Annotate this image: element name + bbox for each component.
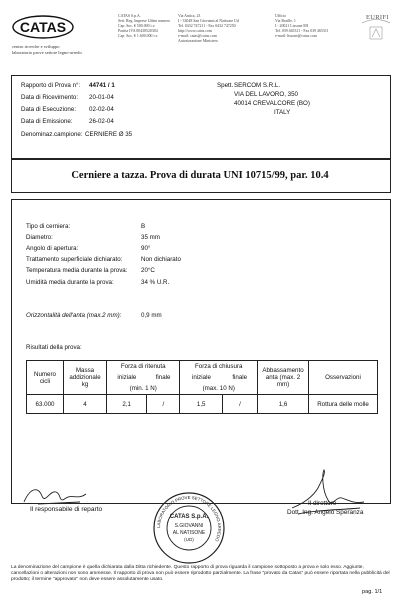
- col-header-closing: Forza di chiusura: [180, 361, 258, 373]
- cell-closing-initial: 1,5: [180, 395, 223, 414]
- col-header-cycles: Numero cicli: [27, 361, 64, 395]
- cell-closing-final: /: [222, 395, 257, 414]
- sub-header-closing-initial: iniziale: [180, 372, 223, 383]
- cell-mass: 4: [64, 395, 107, 414]
- report-title: Cerniere a tazza. Prova di durata UNI 10715/99, par. 10.4: [71, 170, 329, 181]
- stamp-center-top: CATAS S.p.A.: [169, 514, 209, 520]
- footer-disclaimer: La denominazione del campione è quella dichiarata dalla Ditta richiedente. Questo rapporto di prova riguarda il campione sottoposto a prova e solo esso. Aggiunte, cancellazioni o alterazioni non sono ammesse. Il rapporto di prova non può essere riprodotto parzialmente. La frase "provato da Catas" può essere riportata nella pubblicità del prodotto; il termine "approvato" non deve essere assolutamente usato.: [11, 565, 390, 582]
- col-header-retention: Forza di ritenuta: [107, 361, 180, 373]
- issue-date-label: Data di Emissione:: [21, 118, 73, 125]
- director-title: Il direttore: [308, 500, 337, 507]
- client-label: Spett.: [217, 82, 234, 89]
- company-info: CATAS S.p.A. Sett. Reg. Imprese Udine numero Cap. Soc. € 500.000 i.v. Partita IVA 00438520304 Cap. Soc. € 1.600.000 i.v.: [118, 14, 171, 38]
- report-number-label: Rapporto di Prova n°:: [21, 82, 81, 89]
- col-header-sag: Abbassamento anta (max. 2 mm): [258, 361, 309, 395]
- cell-notes: Rottura delle molle: [309, 395, 378, 414]
- spec-temperature-value: 20°C: [141, 267, 155, 274]
- spec-diameter-value: 35 mm: [141, 234, 160, 241]
- client-street: VIA DEL LAVORO, 350: [234, 91, 298, 98]
- cell-retention-initial: 2,1: [107, 395, 147, 414]
- horizontality-value: 0,9 mm: [141, 312, 162, 319]
- official-stamp: [152, 491, 226, 565]
- spec-type-value: B: [141, 223, 146, 230]
- execution-date-value: 02-02-04: [89, 106, 114, 113]
- cell-retention-final: /: [147, 395, 180, 414]
- spec-temperature-label: Temperatura media durante la prova:: [26, 267, 128, 274]
- sample-name-value: CERNIERE Ø 35: [85, 131, 133, 138]
- received-date-label: Data di Ricevimento:: [21, 94, 79, 101]
- results-table: [26, 360, 378, 414]
- eurifi-label: EURIFI: [366, 14, 389, 21]
- col-header-mass: Massa addizionale kg: [64, 361, 107, 395]
- stamp-ring-text: LABORATORIO PROVE SETTORE LEGNO ARREDO: [155, 494, 223, 543]
- table-row: [27, 395, 378, 414]
- spec-angle-value: 90°: [141, 245, 151, 252]
- client-country: ITALY: [274, 109, 291, 116]
- execution-date-label: Data di Esecuzione:: [21, 106, 77, 113]
- stamp-center-ud: (UD): [184, 537, 194, 542]
- spec-humidity-value: 34 % U.R.: [141, 279, 170, 286]
- horizontality-label: Orizzontalità dell'anta (max.2 mm):: [26, 312, 122, 319]
- catas-logo: [12, 14, 74, 40]
- spec-humidity-label: Umidità media durante la prova:: [26, 279, 114, 286]
- report-number-value: 44741 / 1: [89, 82, 115, 89]
- sub-header-retention-unit: (min. 1 N): [107, 383, 180, 395]
- spec-type-label: Tipo di cerniera:: [26, 223, 71, 230]
- logo-subtitle: centro ricerche e sviluppo laboratorio prove settore legno-arredo: [12, 44, 82, 55]
- office-info: Via Antica, 23 I - 33048 San Giovanni al Natisone Ud Tel. 0432 747211 - Fax 0432 747250 http://www.catas.com e-mail: catas@catas.com Autorizzazione Ministero: [178, 14, 239, 43]
- col-header-notes: Osservazioni: [309, 361, 378, 395]
- sub-header-closing-unit: (max. 10 N): [180, 383, 258, 395]
- logo-text: CATAS: [19, 19, 67, 35]
- department-head-label: Il responsabile di reparto: [30, 506, 103, 513]
- spec-treatment-label: Trattamento superficiale dichiarato:: [26, 256, 123, 263]
- cell-cycles: 63.000: [27, 395, 64, 414]
- office2-info: Ufficio Via Braille, 1 I - 20021 Lissone MI Tel. 039 465311 - Fax 039 465311 e-mail: lissone@catas.com: [275, 14, 329, 38]
- director-signature: [288, 468, 368, 516]
- issue-date-value: 26-02-04: [89, 118, 114, 125]
- client-city: 40014 CREVALCORE (BO): [234, 100, 310, 107]
- spec-treatment-value: Non dichiarato: [141, 256, 181, 263]
- sub-header-retention-final: finale: [147, 372, 180, 383]
- client-name: SERCOM S.R.L.: [234, 82, 281, 89]
- director-name: Dott. Ing. Angelo Speranza: [287, 509, 364, 516]
- spec-angle-label: Angolo di apertura:: [26, 245, 79, 252]
- cell-sag: 1,6: [258, 395, 309, 414]
- page-number: pag. 1/1: [362, 589, 383, 595]
- results-label: Risultati della prova:: [26, 344, 82, 351]
- department-head-signature: [20, 482, 90, 508]
- sub-header-retention-initial: iniziale: [107, 372, 147, 383]
- stamp-center-bot: AL NATISONE: [172, 530, 206, 536]
- stamp-center-mid: S.GIOVANNI: [174, 523, 204, 529]
- sub-header-closing-final: finale: [222, 372, 257, 383]
- spec-diameter-label: Diametro:: [26, 234, 53, 241]
- sample-name-label: Denominaz.campione:: [21, 131, 83, 138]
- received-date-value: 20-01-04: [89, 94, 114, 101]
